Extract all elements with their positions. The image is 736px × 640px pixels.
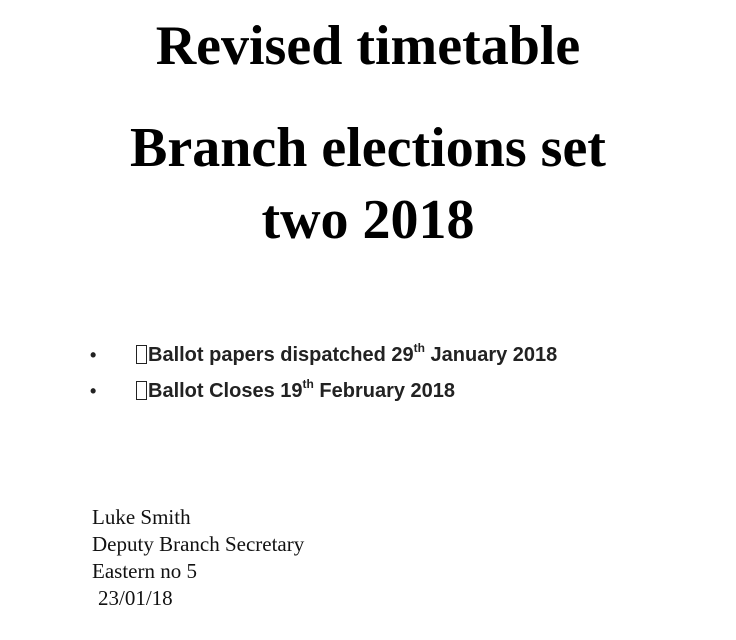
timetable-list bbox=[0, 340, 736, 412]
missing-glyph-icon bbox=[136, 381, 147, 400]
signatory-role: Deputy Branch Secretary bbox=[92, 532, 305, 556]
list-item-text-main: Ballot papers dispatched 29 bbox=[148, 344, 414, 366]
branch-name: Eastern no 5 bbox=[92, 559, 197, 583]
signatory-name: Luke Smith bbox=[92, 505, 191, 529]
list-item-text bbox=[136, 340, 557, 370]
ordinal-suffix: th bbox=[413, 341, 425, 355]
title-line-3: two 2018 bbox=[261, 189, 475, 251]
list-item-text-end: January 2018 bbox=[424, 344, 558, 366]
bullet-icon: • bbox=[90, 381, 97, 401]
list-item-text-end: February 2018 bbox=[313, 380, 456, 402]
list-item-ballot-dispatch bbox=[0, 340, 736, 376]
ordinal-suffix: th bbox=[302, 377, 314, 391]
title-line-1: Revised timetable bbox=[155, 15, 581, 77]
list-item-text bbox=[136, 376, 455, 406]
list-item-text-main: Ballot Closes 19 bbox=[148, 380, 303, 402]
bullet-icon: • bbox=[90, 345, 97, 365]
list-item-ballot-close bbox=[0, 376, 736, 412]
missing-glyph-icon bbox=[136, 345, 147, 364]
signature-block bbox=[92, 504, 304, 612]
signature-date: 23/01/18 bbox=[98, 586, 173, 610]
title-line-2: Branch elections set bbox=[130, 117, 606, 179]
